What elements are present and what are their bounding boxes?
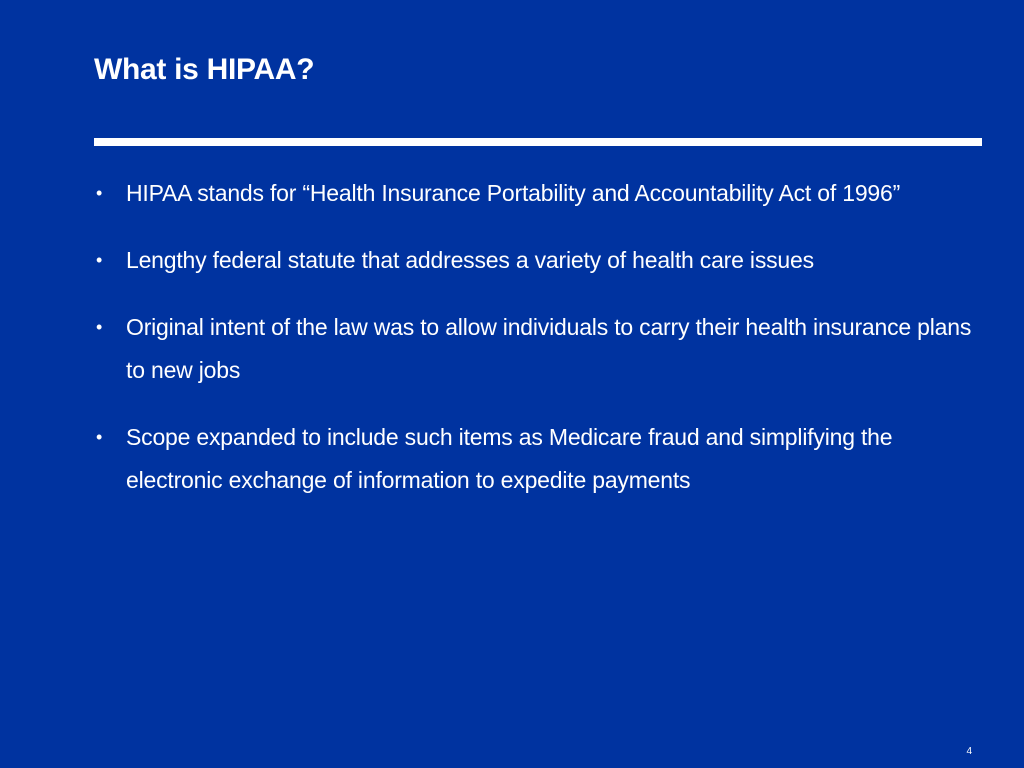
bullet-list	[94, 172, 974, 526]
bullet-item	[94, 172, 974, 215]
bullet-text: HIPAA stands for “Health Insurance Portability and Accountability Act of 1996”	[126, 180, 901, 206]
bullet-dot-icon: •	[96, 317, 103, 337]
bullet-item	[94, 416, 974, 502]
bullet-dot-icon: •	[96, 183, 103, 203]
bullet-dot-icon: •	[96, 250, 103, 270]
slide-title: What is HIPAA?	[94, 53, 315, 86]
bullet-item	[94, 306, 974, 392]
title-divider	[94, 138, 982, 146]
bullet-text: Scope expanded to include such items as Medicare fraud and simplifying the electronic exchange of information to expedite payments	[126, 424, 893, 493]
page-number: 4	[966, 746, 972, 757]
bullet-text: Original intent of the law was to allow individuals to carry their health insurance plans to new jobs	[126, 314, 972, 383]
bullet-item	[94, 239, 974, 282]
bullet-text: Lengthy federal statute that addresses a variety of health care issues	[126, 247, 814, 273]
bullet-dot-icon: •	[96, 427, 103, 447]
